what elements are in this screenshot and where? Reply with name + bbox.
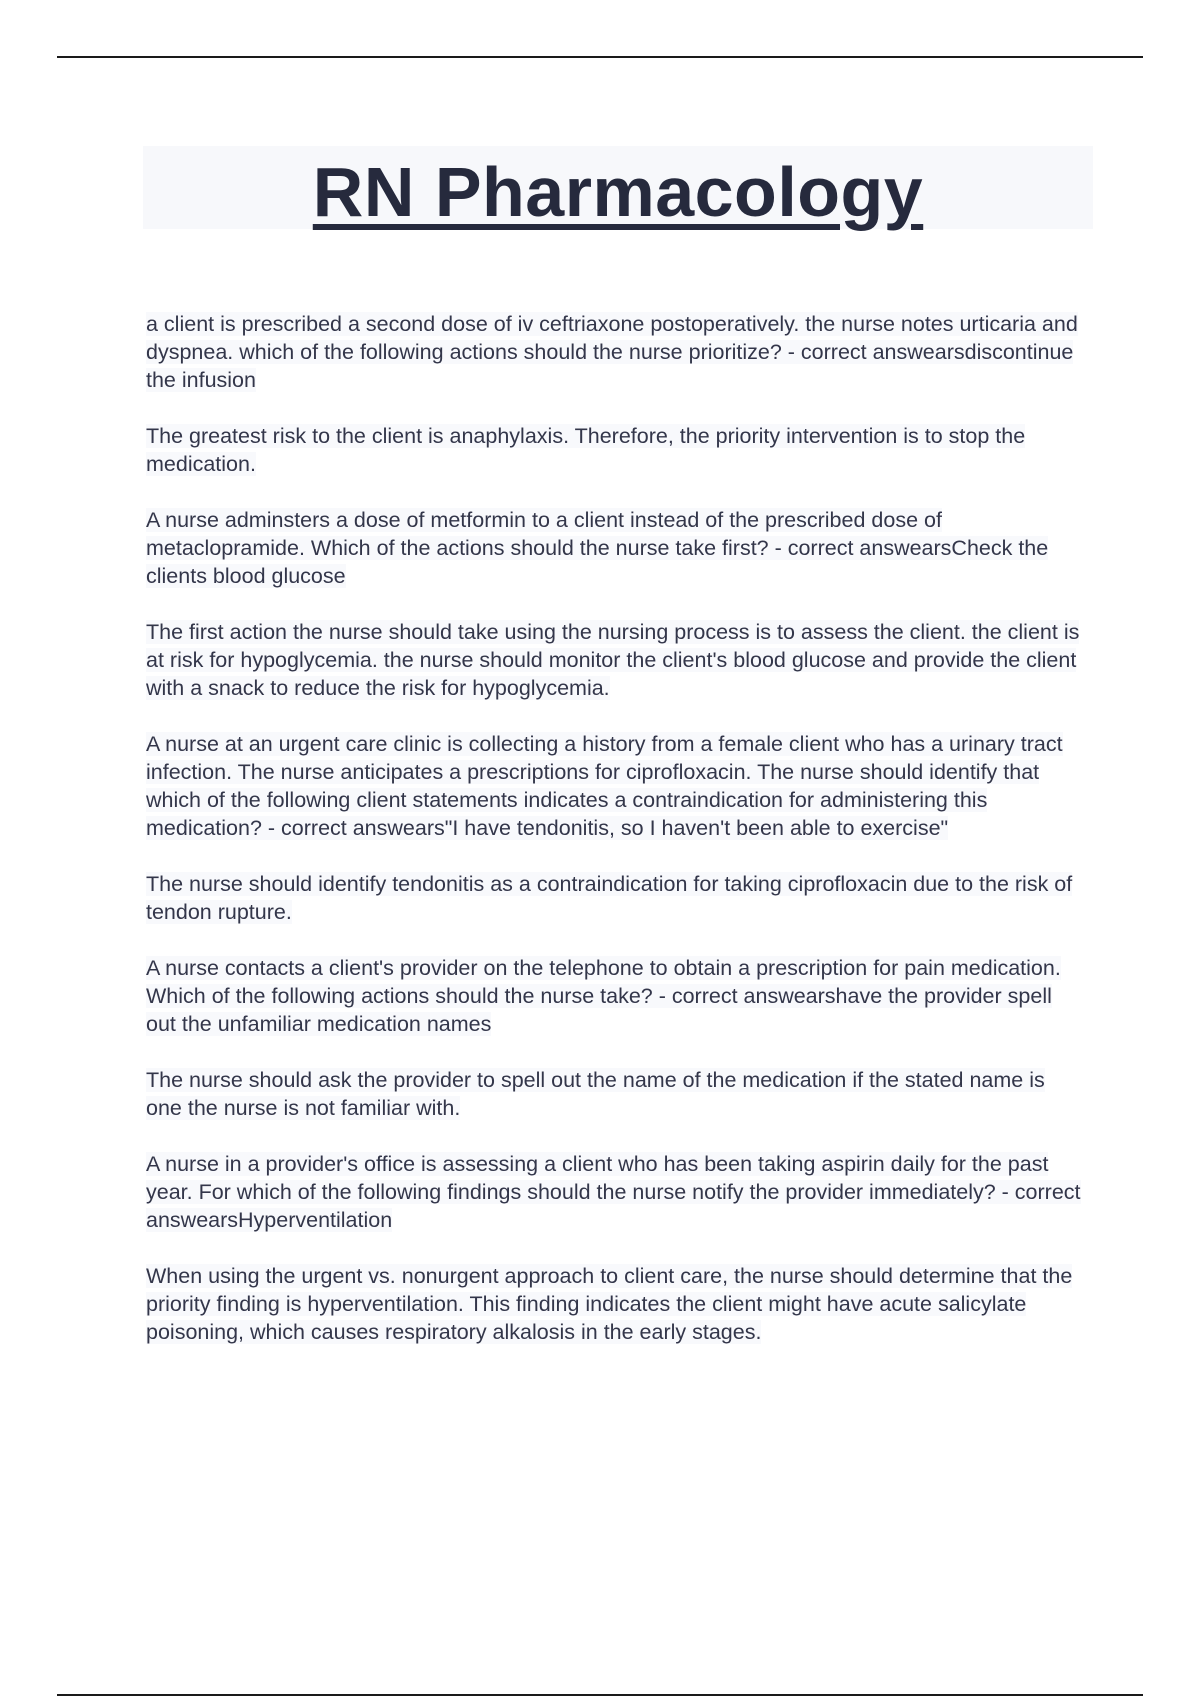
bottom-rule	[57, 1694, 1143, 1696]
question-paragraph: a client is prescribed a second dose of iv ceftriaxone postoperatively. the nurse notes urticaria and dyspnea. which of the following actions should the nurse prioritize? - correct answearsdiscontinue the infusion	[146, 312, 1078, 392]
document-body	[146, 310, 1086, 1374]
rationale-paragraph: The first action the nurse should take using the nursing process is to assess the client. the client is at risk for hypoglycemia. the nurse should monitor the client's blood glucose and provide the client with a snack to reduce the risk for hypoglycemia.	[146, 620, 1080, 700]
top-rule	[57, 56, 1143, 58]
question-paragraph: A nurse at an urgent care clinic is collecting a history from a female client who has a urinary tract infection. The nurse anticipates a prescriptions for ciprofloxacin. The nurse should identify that which of the following client statements indicates a contraindication for administering this medication? - correct answears"I have tendonitis, so I haven't been able to exercise"	[146, 732, 1063, 840]
question-paragraph: A nurse contacts a client's provider on the telephone to obtain a prescription for pain medication. Which of the following actions should the nurse take? - correct answearshave the provider spell out the unfamiliar medication names	[146, 956, 1061, 1036]
rationale-paragraph: The nurse should identify tendonitis as a contraindication for taking ciprofloxacin due to the risk of tendon rupture.	[146, 872, 1073, 924]
rationale-paragraph: The greatest risk to the client is anaphylaxis. Therefore, the priority intervention is to stop the medication.	[146, 424, 1026, 476]
rationale-paragraph: The nurse should ask the provider to spell out the name of the medication if the stated name is one the nurse is not familiar with.	[146, 1068, 1045, 1120]
question-paragraph: A nurse in a provider's office is assessing a client who has been taking aspirin daily for the past year. For which of the following findings should the nurse notify the provider immediately? - correct answearsHyperventilation	[146, 1152, 1081, 1232]
question-paragraph: A nurse adminsters a dose of metformin to a client instead of the prescribed dose of metaclopramide. Which of the actions should the nurse take first? - correct answearsCheck the clients blood glucose	[146, 508, 1049, 588]
title-band	[143, 146, 1093, 229]
document-title: RN Pharmacology	[312, 152, 924, 231]
rationale-paragraph: When using the urgent vs. nonurgent approach to client care, the nurse should determine that the priority finding is hyperventilation. This finding indicates the client might have acute salicylate poisoning, which causes respiratory alkalosis in the early stages.	[146, 1264, 1073, 1344]
